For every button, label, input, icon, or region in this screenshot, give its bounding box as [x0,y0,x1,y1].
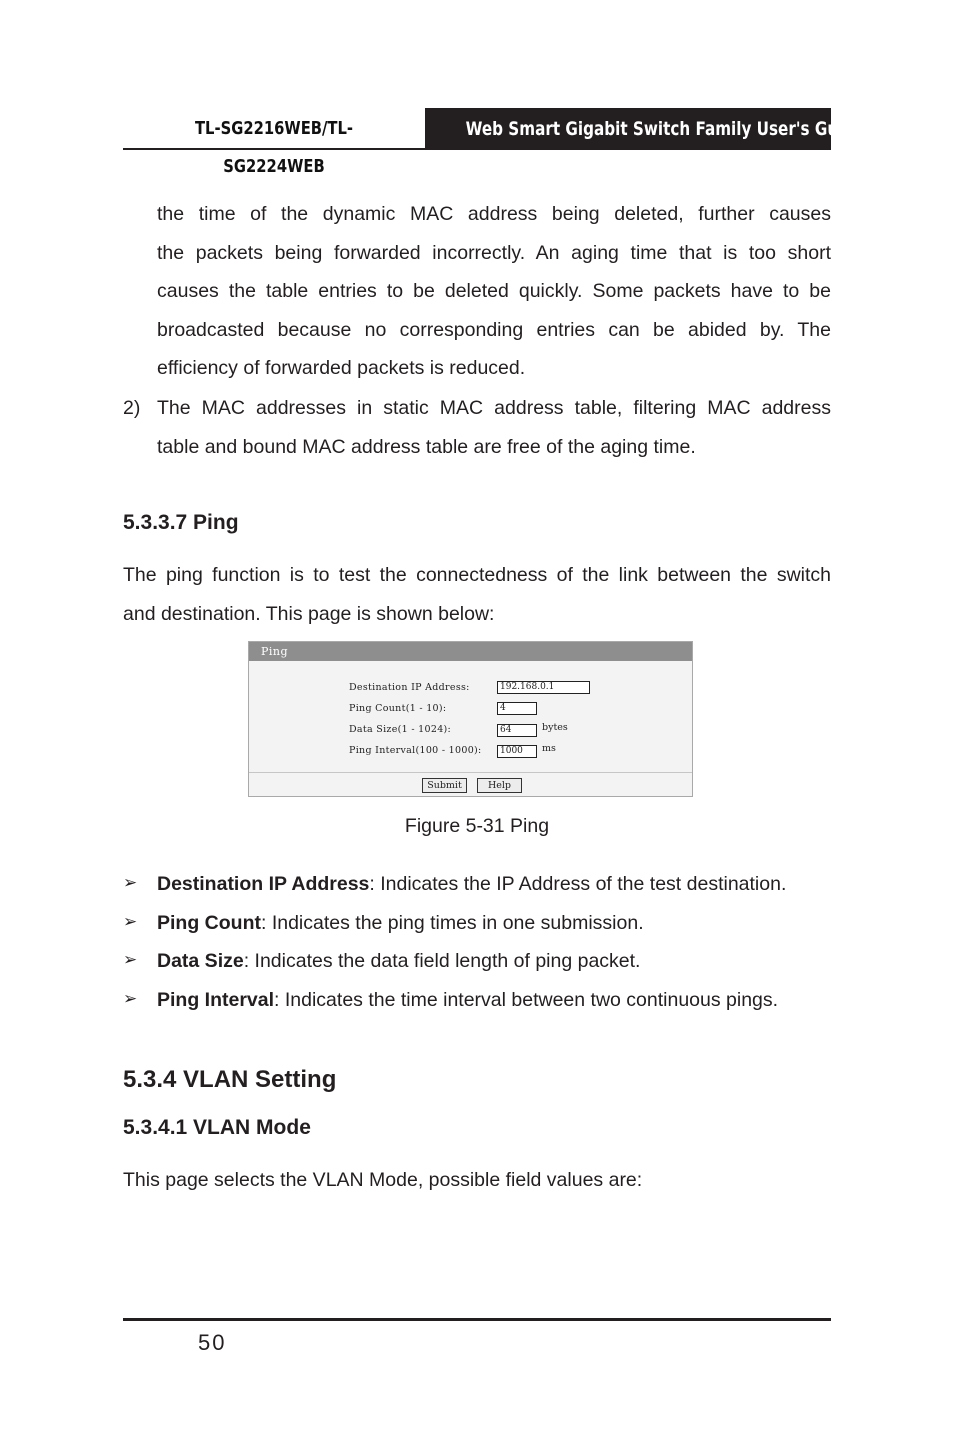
data-size-unit: bytes [542,722,568,733]
header-guide-title-box [425,108,865,150]
arrow-bullet-icon: ➢ [123,950,138,969]
header-model: TL-SG2216WEB/TL-SG2224WEB [194,118,354,177]
section-heading-ping: 5.3.3.7 Ping [123,511,239,534]
ping-interval-unit: ms [542,743,556,754]
bullet-description: : Indicates the data field length of ping packet. [243,950,641,972]
ping-desc-line: The ping function is to test the connectedness of the link between the switch [123,564,831,586]
destination-ip-label: Destination IP Address: [349,682,470,693]
help-button[interactable]: Help [477,778,522,793]
bullet-term: Destination IP Address [157,873,370,895]
data-size-input[interactable]: 64 [497,724,537,737]
bullet-term: Ping Count [157,912,261,934]
footer-rule [123,1318,831,1321]
ping-interval-input[interactable]: 1000 [497,745,537,758]
ping-interval-label: Ping Interval(100 - 1000): [349,745,482,756]
data-size-label: Data Size(1 - 1024): [349,724,452,735]
intro-line: efficiency of forwarded packets is reduced. [157,357,526,380]
section-heading-vlan-setting: 5.3.4 VLAN Setting [123,1066,337,1093]
ping-count-label: Ping Count(1 - 10): [349,703,447,714]
vlan-mode-description: This page selects the VLAN Mode, possible field values are: [123,1169,643,1191]
intro-line: causes the table entries to be deleted quickly. Some packets have to be [157,280,831,303]
submit-button[interactable]: Submit [422,778,467,793]
destination-ip-input[interactable]: 192.168.0.1 [497,681,590,694]
header-rule [123,148,425,150]
intro-line: the packets being forwarded incorrectly. An aging time that is too short [157,241,831,264]
bullet-term: Data Size [157,950,244,972]
bullet-term: Ping Interval [157,989,275,1011]
ping-panel-title: Ping [249,642,692,661]
section-heading-vlan-mode: 5.3.4.1 VLAN Mode [123,1116,311,1139]
note-line: table and bound MAC address table are free of the aging time. [157,435,696,458]
bullet-description: : Indicates the ping times in one submission. [260,912,644,934]
note-paragraph [157,389,831,466]
bullet-description: : Indicates the IP Address of the test destination. [369,873,787,895]
ping-count-input[interactable]: 4 [497,702,537,715]
figure-caption: Figure 5-31 Ping [404,815,550,837]
ping-panel-divider [249,772,692,773]
ping-panel [248,641,693,797]
intro-line: broadcasted because no corresponding entries can be abided by. The [157,318,831,341]
intro-line: the time of the dynamic MAC address being deleted, further causes [157,203,831,225]
ping-description [123,556,831,633]
page-number: 50 [198,1330,227,1355]
bullet-description: : Indicates the time interval between two continuous pings. [274,989,779,1011]
intro-paragraph [157,195,831,388]
ping-desc-line: and destination. This page is shown below: [123,602,495,625]
arrow-bullet-icon: ➢ [123,873,138,892]
arrow-bullet-icon: ➢ [123,989,138,1008]
note-line: The MAC addresses in static MAC address table, filtering MAC address [157,397,831,419]
header-guide-title: Web Smart Gigabit Switch Family User's Guide [465,118,865,140]
arrow-bullet-icon: ➢ [123,912,138,931]
note-number: 2) [123,397,141,419]
